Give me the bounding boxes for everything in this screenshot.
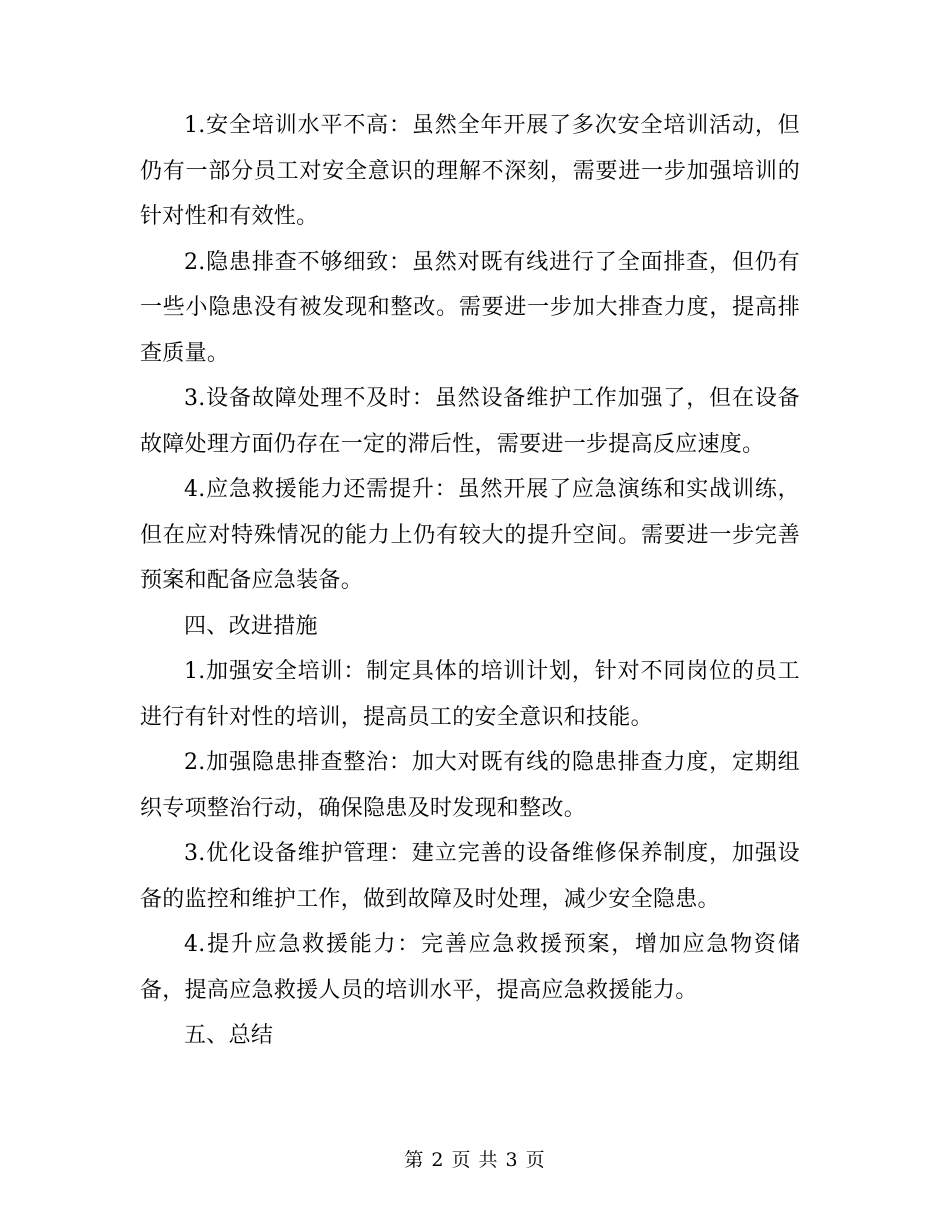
paragraph-measure-hazard-rectification: 2.加强隐患排查整治：加大对既有线的隐患排查力度，定期组织专项整治行动，确保隐患及时发现和整改。 <box>140 750 800 821</box>
paragraph-measure-equipment-maintenance: 3.优化设备维护管理：建立完善的设备维修保养制度，加强设备的监控和维护工作，做到故障及时处理，减少安全隐患。 <box>140 841 800 912</box>
paragraph-issue-emergency-rescue: 4.应急救援能力还需提升：虽然开展了应急演练和实战训练，但在应对特殊情况的能力上仍有较大的提升空间。需要进一步完善预案和配备应急装备。 <box>140 477 800 593</box>
paragraph-issue-equipment-fault: 3.设备故障处理不及时：虽然设备维护工作加强了，但在设备故障处理方面仍存在一定的滞后性，需要进一步提高反应速度。 <box>140 386 800 457</box>
paragraph-measure-training: 1.加强安全培训：制定具体的培训计划，针对不同岗位的员工进行有针对性的培训，提高员工的安全意识和技能。 <box>140 659 800 730</box>
page-number-footer: 第 2 页 共 3 页 <box>404 1149 546 1171</box>
paragraph-measure-emergency-capability: 4.提升应急救援能力：完善应急救援预案，增加应急物资储备，提高应急救援人员的培训水平，提高应急救援能力。 <box>140 932 800 1003</box>
section-heading-summary: 五、总结 <box>184 1023 274 1048</box>
paragraph-issue-hazard-check: 2.隐患排查不够细致：虽然对既有线进行了全面排查，但仍有一些小隐患没有被发现和整改。需要进一步加大排查力度，提高排查质量。 <box>140 249 800 366</box>
paragraph-issue-training: 1.安全培训水平不高：虽然全年开展了多次安全培训活动，但仍有一部分员工对安全意识的理解不深刻，需要进一步加强培训的针对性和有效性。 <box>140 113 800 229</box>
section-heading-improvements: 四、改进措施 <box>184 613 318 639</box>
document-body <box>140 103 800 1059</box>
